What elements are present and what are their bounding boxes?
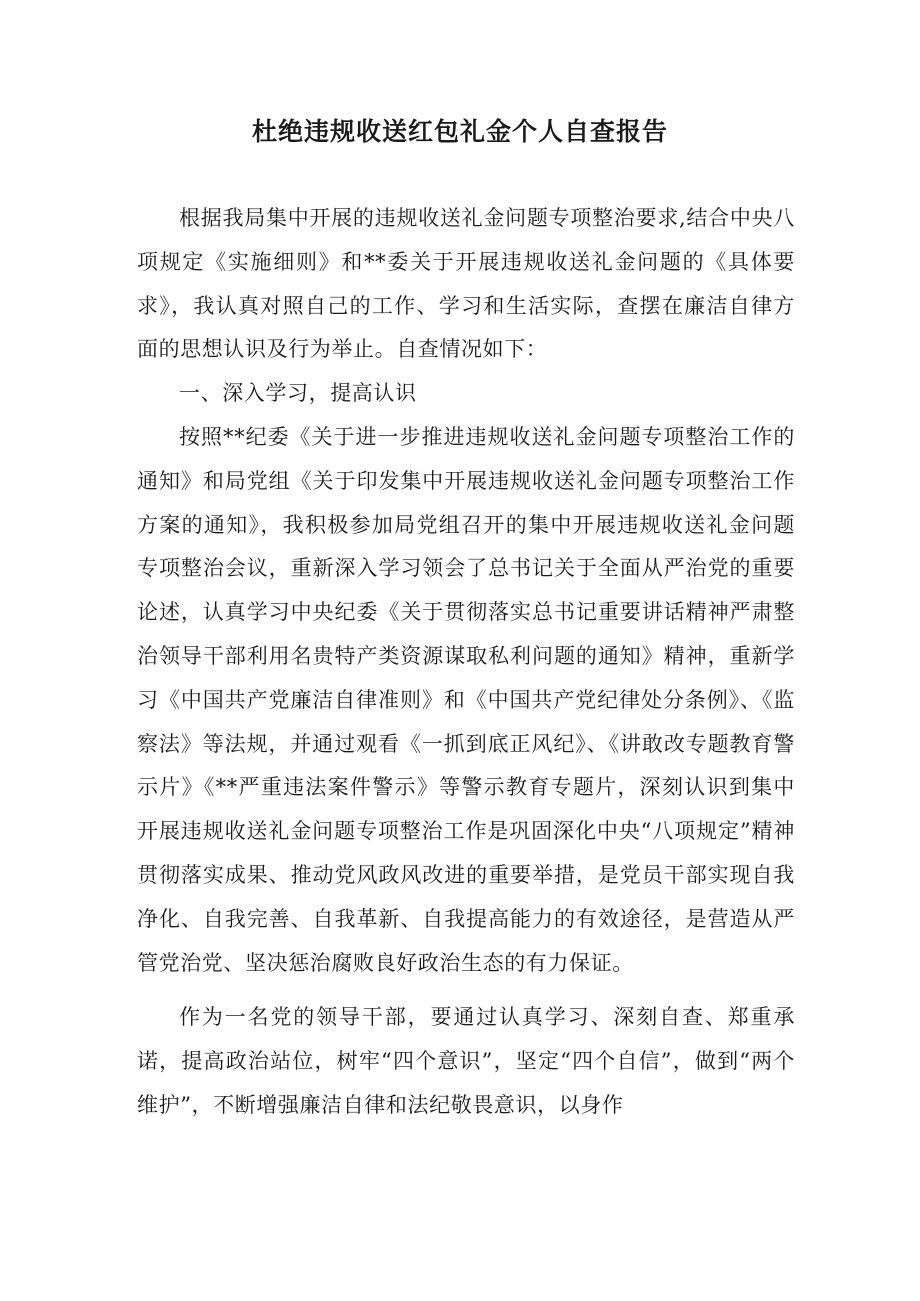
body-paragraph: 作为一名党的领导干部，要通过认真学习、深刻自查、郑重承诺，提高政治站位，树牢“四个意识”，坚定“四个自信”，做到“两个维护”，不断增强廉洁自律和法纪敬畏意识，以身作 [137,1005,795,1117]
document-title: 杜绝违规收送红包礼金个人自查报告 [251,117,668,146]
document-body [137,197,795,1128]
section-heading-1: 一、深入学习，提高认识 [179,381,417,406]
intro-paragraph: 根据我局集中开展的违规收送礼金问题专项整治要求,结合中央八项规定《实施细则》和**委关于开展违规收送礼金问题的《具体要求》，我认真对照自己的工作、学习和生活实际，查摆在廉洁自律方面的思想认识及行为举止。自查情况如下： [137,206,795,362]
body-paragraph: 按照**纪委《关于进一步推进违规收送礼金问题专项整治工作的通知》和局党组《关于印发集中开展违规收送礼金问题专项整治工作方案的通知》，我积极参加局党组召开的集中开展违规收送礼金问题专项整治会议，重新深入学习领会了总书记关于全面从严治党的重要论述，认真学习中央纪委《关于贯彻落实总书记重要讲话精神严肃整治领导干部利用名贵特产类资源谋取私利问题的通知》精神，重新学习《中国共产党廉洁自律准则》和《中国共产党纪律处分条例》、《监察法》等法规，并通过观看《一抓到底正风纪》、《讲敢改专题教育警示片》《**严重违法案件警示》等警示教育专题片，深刻认识到集中开展违规收送礼金问题专项整治工作是巩固深化中央“八项规定”精神贯彻落实成果、推动党风政风改进的重要举措，是党员干部实现自我净化、自我完善、自我革新、自我提高能力的有效途径，是营造从严管党治党、坚决惩治腐败良好政治生态的有力保证。 [137,424,795,975]
